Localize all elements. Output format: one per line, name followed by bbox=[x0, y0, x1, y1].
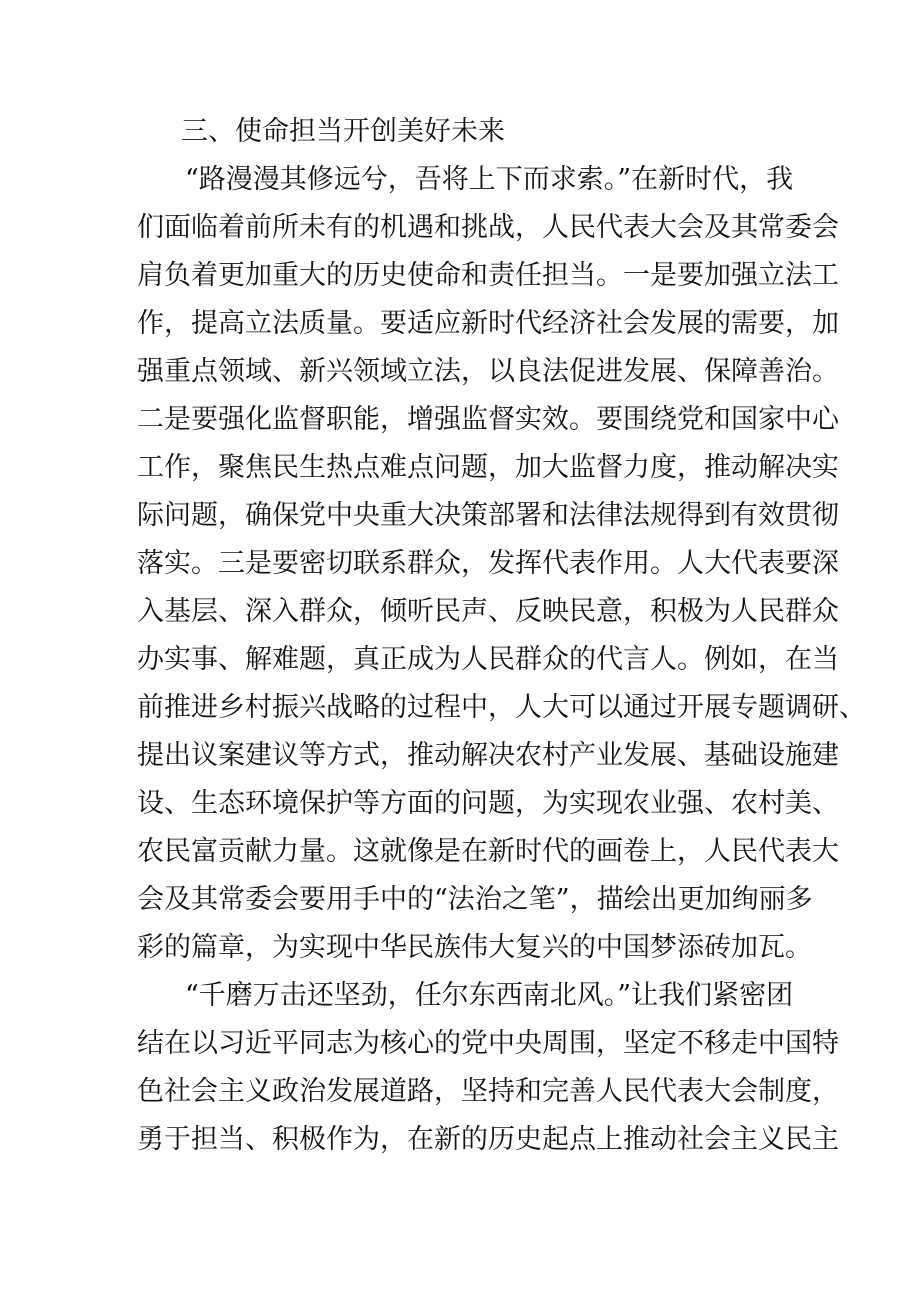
text-line: 二是要强化监督职能，增强监督实效。要围绕党和国家中心 bbox=[137, 404, 839, 435]
text-line: 办实事、解难题，真正成为人民群众的代言人。例如，在当 bbox=[137, 644, 839, 675]
text-line: 农民富贡献力量。这就像是在新时代的画卷上，人民代表大 bbox=[137, 836, 839, 867]
text-line: “路漫漫其修远兮，吾将上下而求索。”在新时代，我 bbox=[185, 164, 794, 195]
text-line: 提出议案建议等方式，推动解决农村产业发展、基础设施建 bbox=[137, 740, 839, 771]
text-line: 作，提高立法质量。要适应新时代经济社会发展的需要，加 bbox=[137, 308, 839, 339]
text-line: 勇于担当、积极作为，在新的历史起点上推动社会主义民主 bbox=[137, 1124, 839, 1155]
text-line: 设、生态环境保护等方面的问题，为实现农业强、农村美、 bbox=[137, 788, 839, 819]
text-line: 前推进乡村振兴战略的过程中，人大可以通过开展专题调研、 bbox=[137, 692, 866, 723]
text-line: 际问题，确保党中央重大决策部署和法律法规得到有效贯彻 bbox=[137, 500, 839, 531]
text-line: 强重点领域、新兴领域立法，以良法促进发展、保障善治。 bbox=[137, 356, 839, 387]
text-line: 肩负着更加重大的历史使命和责任担当。一是要加强立法工 bbox=[137, 260, 839, 291]
text-line: 色社会主义政治发展道路，坚持和完善人民代表大会制度， bbox=[137, 1076, 839, 1107]
text-line: 工作，聚焦民生热点难点问题，加大监督力度，推动解决实 bbox=[137, 452, 839, 483]
text-line: 结在以习近平同志为核心的党中央周围，坚定不移走中国特 bbox=[137, 1028, 839, 1059]
text-line: 会及其常委会要用手中的“法治之笔”，描绘出更加绚丽多 bbox=[137, 884, 813, 915]
text-line: 落实。三是要密切联系群众，发挥代表作用。人大代表要深 bbox=[137, 548, 839, 579]
text-line: 彩的篇章，为实现中华民族伟大复兴的中国梦添砖加瓦。 bbox=[137, 932, 812, 963]
section-heading: 三、使命担当开创美好未来 bbox=[181, 116, 505, 147]
text-line: 入基层、深入群众，倾听民声、反映民意，积极为人民群众 bbox=[137, 596, 839, 627]
text-line: 们面临着前所未有的机遇和挑战，人民代表大会及其常委会 bbox=[137, 212, 839, 243]
text-line: “千磨万击还坚劲，任尔东西南北风。”让我们紧密团 bbox=[185, 980, 794, 1011]
